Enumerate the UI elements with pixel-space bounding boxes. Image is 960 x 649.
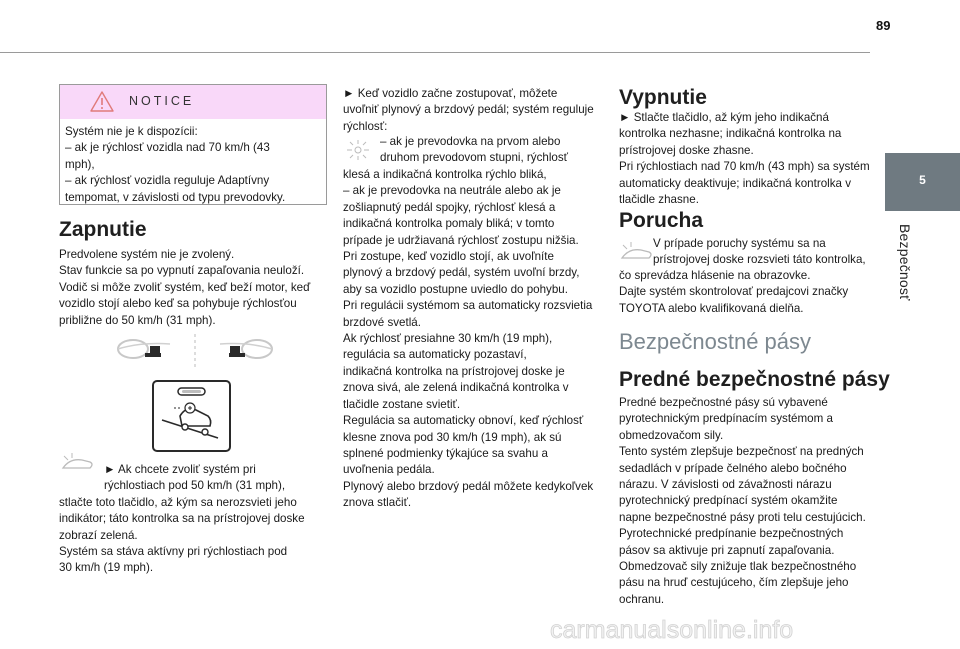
text-line: stlačte toto tlačidlo, až kým sa nerozsvieti jeho [59, 495, 297, 509]
zapnutie-bullet-text [59, 462, 337, 577]
text-line: – ak je prevodovka na prvom alebo [380, 135, 561, 148]
text-line: znova stlačiť. [343, 496, 412, 510]
porucha-text [619, 268, 881, 317]
descent-text-c [343, 167, 608, 512]
text-line: splnené podmienky týkajúce sa svahu a [343, 446, 548, 460]
text-line: aby sa vozidlo postupne uviedlo do pohybu. [343, 282, 568, 296]
text-line: uvoľnenia pedála. [343, 463, 435, 477]
text-line: brzdové svetlá. [343, 315, 421, 329]
text-line: napne bezpečnostné pásy proti telu cestujúcich. [619, 510, 866, 524]
zapnutie-text [59, 247, 334, 329]
text-line: pásov sa aktivuje pri zapnutí zapaľovania. [619, 543, 835, 557]
header-rule [0, 52, 870, 53]
vypnutie-text [619, 110, 881, 208]
descent-text-b [380, 134, 610, 167]
dashboard-indicator-illustration [115, 330, 275, 378]
notice-line: tempomat, v závislosti od typu prevodovky. [65, 190, 286, 204]
text-line: Ak rýchlosť presiahne 30 km/h (19 mph), [343, 332, 553, 346]
hill-descent-button-icon [152, 380, 232, 452]
text-line: ochranu. [619, 592, 665, 606]
section-title-belts: Bezpečnostné pásy [619, 329, 812, 354]
watermark-logo [548, 612, 953, 646]
text-line: prístrojovej doske zhasne. [619, 143, 754, 157]
text-line: ► Keď vozidlo začne zostupovať, môžete [343, 87, 558, 100]
heading-vypnutie: Vypnutie [619, 86, 707, 109]
text-line: – ak je prevodovka na neutrále alebo ak je [343, 184, 561, 198]
fault-indicator-icon [619, 240, 653, 264]
chapter-label: Bezpečnosť [897, 224, 913, 301]
notice-line: – ak rýchlosť vozidla reguluje Adaptívny [65, 174, 270, 188]
text-line: pyrotechnický predpínací systém okamžite [619, 494, 838, 508]
text-line: plynový a brzdový pedál, systém uvoľní brzdy, [343, 266, 580, 280]
text-line: klesá a indikačná kontrolka rýchlo bliká, [343, 168, 547, 181]
text-line: zobrazí zelená. [59, 528, 138, 542]
notice-line: mph), [65, 157, 95, 171]
text-line: kontrolka nezhasne; indikačná kontrolka na [619, 127, 842, 141]
notice-text [65, 124, 321, 206]
heading-front-belts: Predné bezpečnostné pásy [619, 368, 890, 391]
text-line: Predvolene systém nie je zvolený. [59, 248, 235, 261]
text-line: 30 km/h (19 mph). [59, 561, 154, 575]
text-line: Tento systém zlepšuje bezpečnosť na predných [619, 445, 864, 459]
page-number: 89 [876, 18, 891, 33]
text-line: Regulácia sa automaticky obnoví, keď rýchlosť [343, 414, 584, 428]
chapter-number: 5 [919, 173, 926, 187]
text-line: Systém sa stáva aktívny pri rýchlostiach pod [59, 545, 288, 559]
text-line: druhom prevodovom stupni, rýchlosť [380, 151, 569, 165]
text-line: regulácia sa automaticky pozastaví, [343, 348, 527, 362]
notice-title: NOTICE [129, 94, 195, 108]
text-line: Vodič si môže zvoliť systém, keď beží motor, keď [59, 280, 311, 294]
indicator-flash-icon [343, 139, 373, 161]
text-line: V prípade poruchy systému sa na [653, 237, 826, 250]
text-line: automaticky deaktivuje; indikačná kontrolka v [619, 176, 851, 190]
text-line: pásu na hruď cestujúceho, čím zlepšuje jeho [619, 576, 849, 590]
text-line: pyrotechnickým predpínacím systémom a [619, 412, 833, 426]
svg-text:carmanualsonline.info: carmanualsonline.info [550, 616, 794, 644]
text-line: tlačidle zostane svietiť. [343, 397, 461, 411]
porucha-text-indented [653, 236, 883, 269]
warning-icon [90, 91, 114, 112]
text-line: obmedzovačom sily. [619, 428, 724, 442]
text-line: ► Stlačte tlačidlo, až kým jeho indikačná [619, 111, 829, 124]
text-line: klesne znova pod 30 km/h (19 mph), ak sú [343, 430, 562, 444]
text-line: Plynový alebo brzdový pedál môžete kedykoľvek [343, 479, 594, 493]
text-line: indikačná kontrolka na prístrojovej doske je [343, 364, 565, 378]
text-line: zošliapnutý pedál spojky, rýchlosť klesá a [343, 200, 556, 214]
text-line: Pyrotechnické predpínanie bezpečnostných [619, 527, 844, 541]
text-line: Pri regulácii systémom sa automaticky rozsvietia [343, 299, 593, 313]
text-line: nárazu. V závislosti od závažnosti nárazu [619, 478, 832, 492]
notice-box [59, 84, 327, 205]
text-line: prípade je udržiavaná rýchlosť zostupu nižšia. [343, 233, 579, 247]
text-line: TOYOTA alebo kvalifikovaná dielňa. [619, 301, 804, 315]
text-line: indikačná kontrolka pomaly bliká; v tomto [343, 217, 555, 231]
text-line: čo sprevádza hlásenie na obrazovke. [619, 269, 811, 282]
heading-zapnutie: Zapnutie [59, 218, 147, 241]
text-line: približne do 50 km/h (31 mph). [59, 313, 216, 327]
text-line: Dajte systém skontrolovať predajcovi značky [619, 285, 849, 299]
text-line: znova sivá, ale zelená indikačná kontrolka v [343, 381, 569, 395]
text-line: Pri rýchlostiach nad 70 km/h (43 mph) sa systém [619, 160, 870, 174]
text-line: Predné bezpečnostné pásy sú vybavené [619, 396, 828, 409]
chapter-tab[interactable] [885, 153, 960, 211]
notice-line: – ak je rýchlosť vozidla nad 70 km/h (43 [65, 141, 270, 155]
text-line: sedadlách v prípade čelného alebo bočného [619, 461, 847, 475]
text-line: tlačidle zhasne. [619, 193, 699, 207]
text-line: Obmedzovač sily znižuje tlak bezpečnostného [619, 560, 857, 574]
text-line: rýchlostiach pod 50 km/h (31 mph), [104, 479, 286, 493]
text-line: rýchlosť: [343, 119, 388, 133]
text-line: ► Ak chcete zvoliť systém pri [104, 463, 256, 476]
notice-line: Systém nie je k dispozícii: [65, 125, 198, 138]
text-line: prístrojovej doske rozsvieti táto kontrolka, [653, 253, 866, 267]
text-line: indikátor; táto kontrolka sa na prístrojovej doske [59, 512, 305, 526]
text-line: vozidlo stojí alebo keď sa pohybuje rýchlosťou [59, 297, 297, 311]
heading-porucha: Porucha [619, 209, 704, 232]
belts-text [619, 395, 881, 608]
notice-header [60, 85, 326, 119]
descent-text-a [343, 86, 605, 135]
text-line: Pri zostupe, keď vozidlo stojí, ak uvoľníte [343, 250, 554, 264]
text-line: uvoľniť plynový a brzdový pedál; systém reguluje [343, 103, 594, 117]
text-line: Stav funkcie sa po vypnutí zapaľovania neuloží. [59, 264, 305, 278]
